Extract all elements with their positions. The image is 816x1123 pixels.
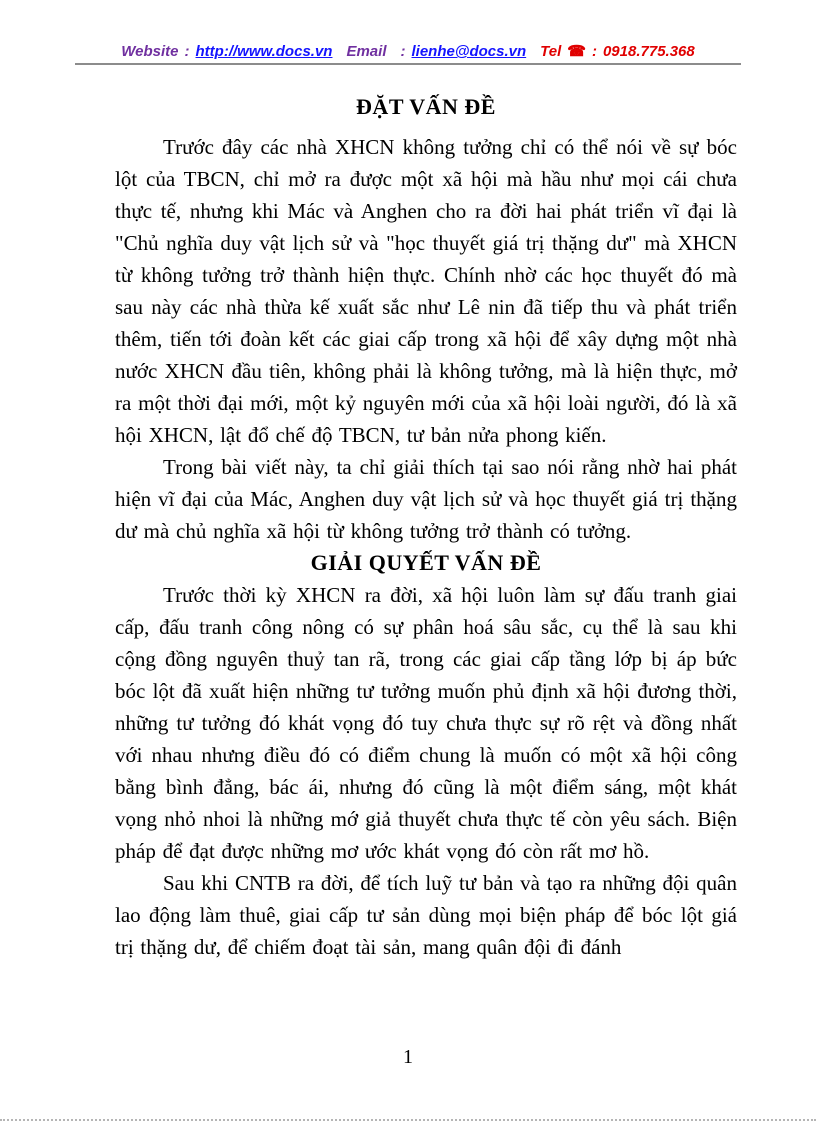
paragraph: Sau khi CNTB ra đời, để tích luỹ tư bản và tạo ra những đội quân lao động làm thuê, giai cấp tư sản dùng mọi biện pháp để bóc lột giá trị thặng dư, để chiếm đoạt tài sản, mang quân đội đi đánh bbox=[115, 871, 737, 959]
tel-number: 0918.775.368 bbox=[602, 43, 695, 60]
document-body bbox=[115, 91, 737, 963]
email-link[interactable]: lienhe@docs.vn bbox=[411, 43, 527, 60]
header-divider bbox=[75, 63, 741, 65]
page-header bbox=[0, 0, 816, 65]
tel-separator: : bbox=[591, 43, 597, 60]
section-heading-giai-quyet-van-de: GIẢI QUYẾT VẤN ĐỀ bbox=[310, 550, 542, 575]
paragraph: Trước đây các nhà XHCN không tưởng chỉ có thể nói về sự bóc lột của TBCN, chỉ mở ra được một xã hội mà hầu như mọi cái chưa thực tế, nhưng khi Mác và Anghen cho ra đời hai phát triển vĩ đại là "Chủ nghĩa duy vật lịch sử và "học thuyết giá trị thặng dư" mà XHCN từ không tưởng trở thành hiện thực. Chính nhờ các học thuyết đó mà sau này các nhà thừa kế xuất sắc như Lê nin đã tiếp thu và phát triển thêm, tiến tới đoàn kết các giai cấp trong xã hội để xây dựng một nhà nước XHCN đầu tiên, không phải là không tưởng, mà là hiện thực, mở ra một thời đại mới, một kỷ nguyên mới của xã hội loài người, đó là xã hội XHCN, lật đổ chế độ TBCN, tư bản nửa phong kiến. bbox=[115, 135, 737, 447]
website-label: Website bbox=[121, 43, 179, 60]
page-number: 1 bbox=[403, 1046, 413, 1068]
tel-label: Tel bbox=[540, 43, 562, 60]
website-link[interactable]: http://www.docs.vn bbox=[195, 43, 333, 60]
email-separator: : bbox=[400, 43, 406, 60]
website-separator: : bbox=[184, 43, 190, 60]
paragraph: Trong bài viết này, ta chỉ giải thích tại sao nói rằng nhờ hai phát hiện vĩ đại của Mác, Anghen duy vật lịch sử và học thuyết giá trị thặng dư mà chủ nghĩa xã hội từ không tưởng trở thành có tưởng. bbox=[115, 455, 737, 543]
email-label: Email bbox=[346, 43, 387, 60]
header-contact-line bbox=[0, 42, 816, 60]
section-heading-dat-van-de: ĐẶT VẤN ĐỀ bbox=[356, 94, 496, 119]
phone-icon: ☎ bbox=[567, 43, 586, 60]
paragraph: Trước thời kỳ XHCN ra đời, xã hội luôn làm sự đấu tranh giai cấp, đấu tranh công nông có sự phân hoá sâu sắc, cụ thể là sau khi cộng đồng nguyên thuỷ tan rã, trong các giai cấp tầng lớp bị áp bức bóc lột đã xuất hiện những tư tưởng muốn phủ định xã hội đương thời, những tư tưởng đó khát vọng đó tuy chưa thực sự rõ rệt và đồng nhất với nhau nhưng điều đó có điểm chung là muốn có một xã hội công bằng bình đẳng, bác ái, nhưng đó cũng là một điểm sáng, một khát vọng nhỏ nhoi là những mớ giả thuyết chưa thực tế còn yêu sách. Biện pháp để đạt được những mơ ước khát vọng đó còn rất mơ hồ. bbox=[115, 583, 737, 863]
page-break-dotted-line bbox=[0, 1119, 816, 1121]
